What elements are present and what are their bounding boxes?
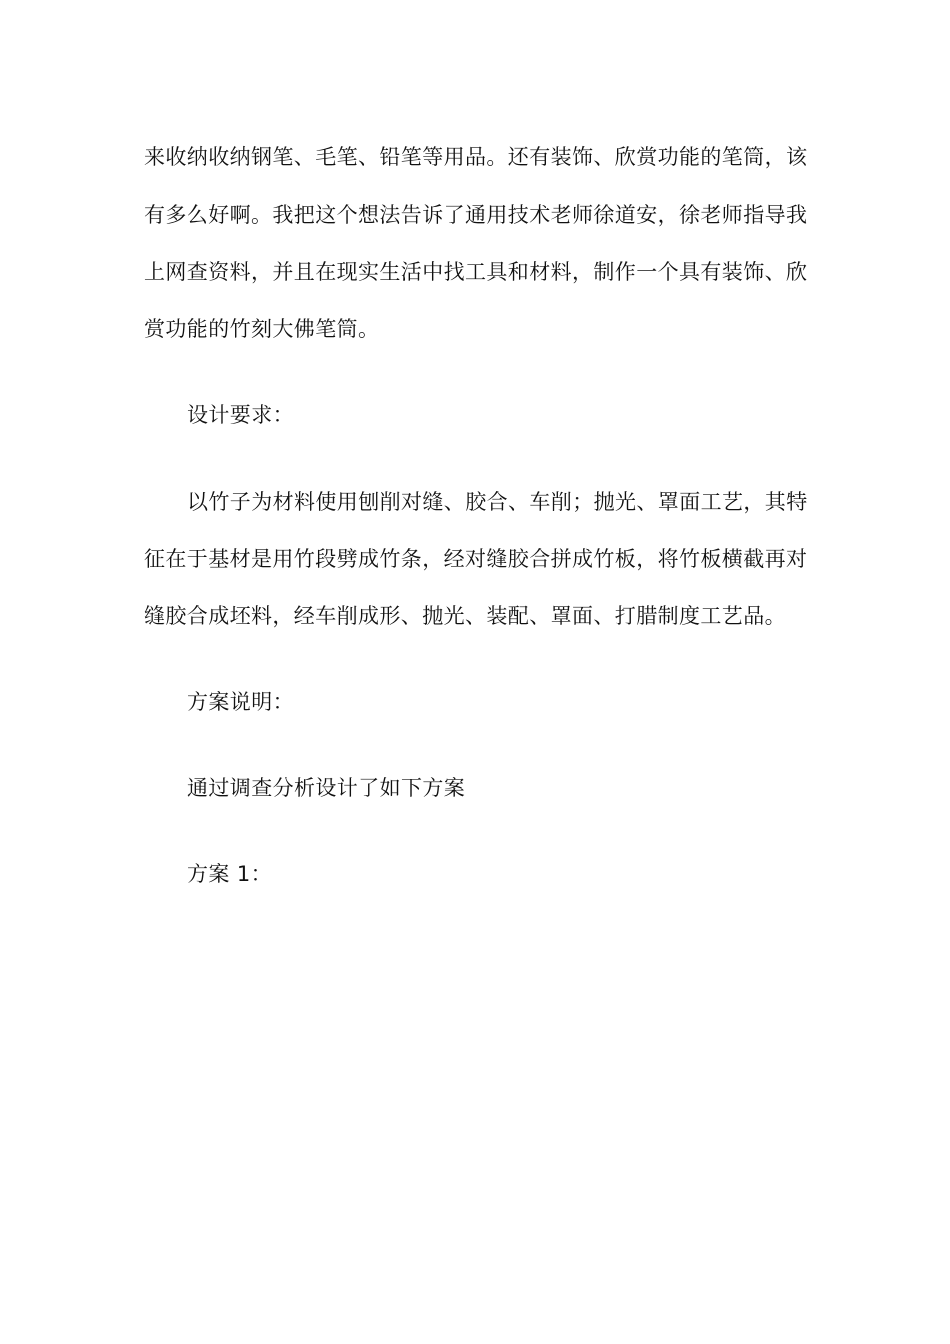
intro-line-3: 上网查资料，并且在现实生活中找工具和材料，制作一个具有装饰、欣 <box>144 260 808 284</box>
plan-intro: 通过调查分析设计了如下方案 <box>187 776 466 800</box>
plan-description-heading: 方案说明： <box>187 690 294 714</box>
design-requirements-line-2: 征在于基材是用竹段劈成竹条，经对缝胶合拼成竹板，将竹板横截再对 <box>144 547 808 571</box>
design-requirements-line-1: 以竹子为材料使用刨削对缝、胶合、车削；抛光、罩面工艺，其特 <box>187 490 808 514</box>
intro-line-1: 来收纳收纳钢笔、毛笔、铅笔等用品。还有装饰、欣赏功能的笔筒，该 <box>144 145 808 169</box>
design-requirements-line-3: 缝胶合成坯料，经车削成形、抛光、装配、罩面、打腊制度工艺品。 <box>144 604 786 628</box>
intro-line-2: 有多么好啊。我把这个想法告诉了通用技术老师徐道安，徐老师指导我 <box>144 203 808 227</box>
plan-1-heading: 方案 1： <box>187 862 273 886</box>
intro-line-4: 赏功能的竹刻大佛笔筒。 <box>144 317 380 341</box>
design-requirements-heading: 设计要求： <box>187 403 294 427</box>
